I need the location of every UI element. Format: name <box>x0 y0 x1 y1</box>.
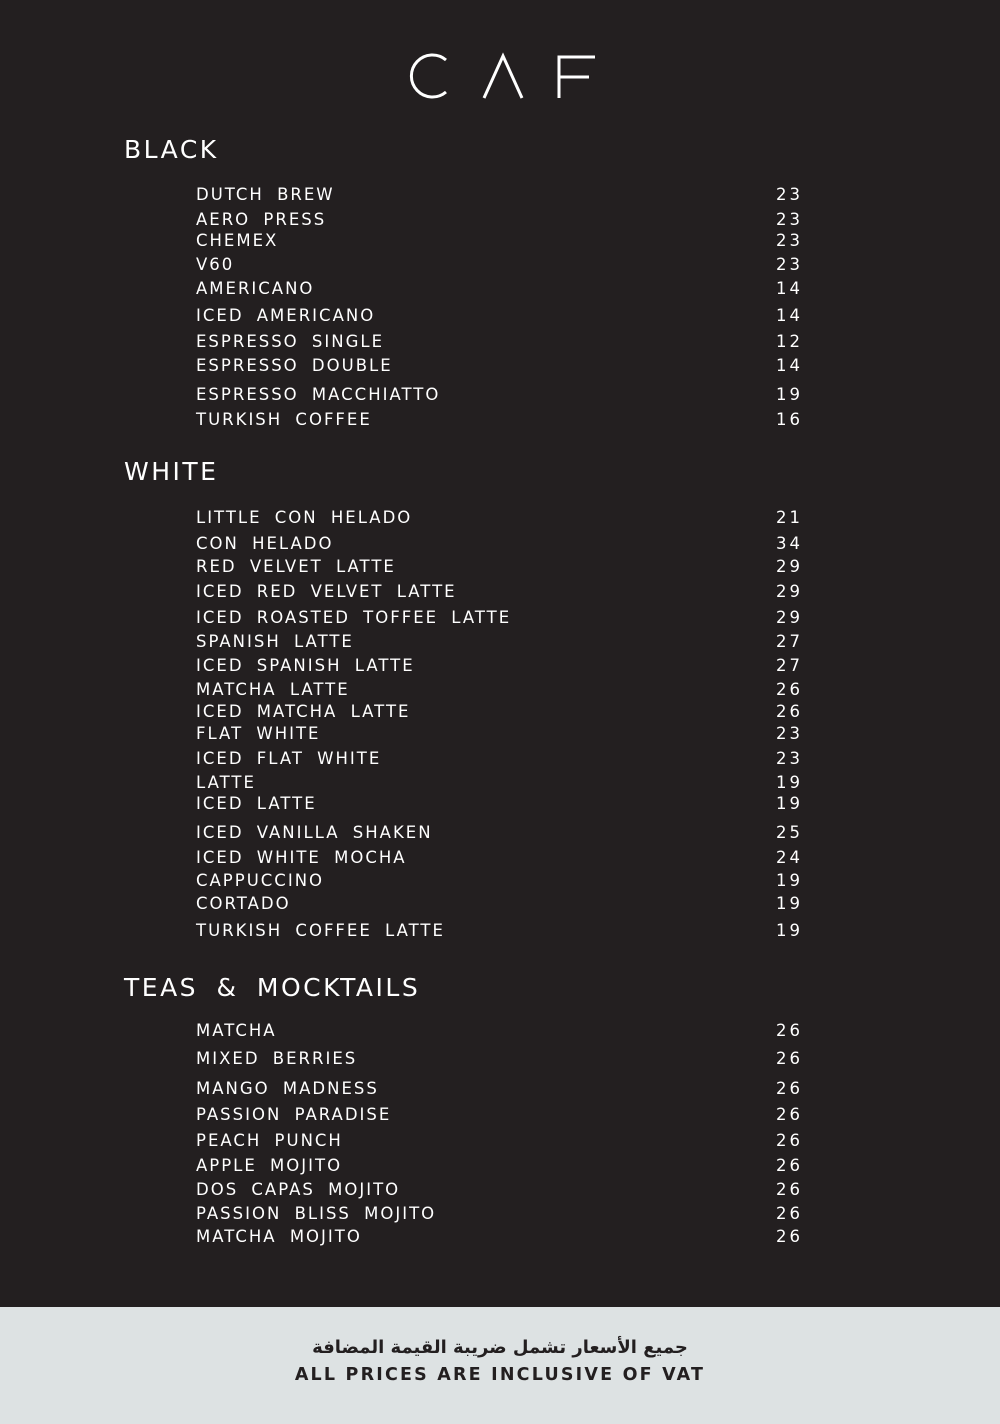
item-name: ICED LATTE <box>196 794 317 813</box>
vat-note-arabic: جميع الأسعار تشمل ضريبة القيمة المضافة <box>312 1337 688 1358</box>
menu-item <box>196 556 803 578</box>
item-name: AMERICANO <box>196 279 315 298</box>
item-price: 29 <box>776 608 803 627</box>
menu-item <box>196 355 803 377</box>
item-name: DOS CAPAS MOJITO <box>196 1180 401 1199</box>
menu-item <box>196 409 803 431</box>
item-price: 23 <box>776 231 803 250</box>
item-name: CAPPUCCINO <box>196 871 325 890</box>
menu-item <box>196 870 803 892</box>
menu-item <box>196 679 803 701</box>
section-title: WHITE <box>124 457 219 486</box>
menu-item <box>196 533 803 555</box>
menu-item <box>196 1155 803 1177</box>
item-name: ICED SPANISH LATTE <box>196 656 415 675</box>
item-name: TURKISH COFFEE LATTE <box>196 921 445 940</box>
item-price: 25 <box>776 823 803 842</box>
menu-item <box>196 278 803 300</box>
item-price: 26 <box>776 1204 803 1223</box>
menu-item <box>196 1020 803 1042</box>
item-name: ICED MATCHA LATTE <box>196 702 411 721</box>
item-name: ESPRESSO DOUBLE <box>196 356 393 375</box>
item-price: 24 <box>776 848 803 867</box>
item-price: 26 <box>776 1156 803 1175</box>
item-price: 26 <box>776 680 803 699</box>
menu-item <box>196 1203 803 1225</box>
item-name: PEACH PUNCH <box>196 1131 343 1150</box>
item-name: CON HELADO <box>196 534 334 553</box>
item-name: FLAT WHITE <box>196 724 321 743</box>
item-name: ICED VANILLA SHAKEN <box>196 823 433 842</box>
item-name: LATTE <box>196 773 256 792</box>
item-price: 21 <box>776 508 803 527</box>
item-price: 23 <box>776 255 803 274</box>
item-price: 14 <box>776 356 803 375</box>
item-name: ICED ROASTED TOFFEE LATTE <box>196 608 512 627</box>
item-name: ICED WHITE MOCHA <box>196 848 407 867</box>
item-price: 34 <box>776 534 803 553</box>
item-name: TURKISH COFFEE <box>196 410 372 429</box>
item-name: MATCHA LATTE <box>196 680 350 699</box>
menu-item <box>196 184 803 206</box>
item-name: MIXED BERRIES <box>196 1049 358 1068</box>
item-price: 16 <box>776 410 803 429</box>
vat-note-english: ALL PRICES ARE INCLUSIVE OF VAT <box>294 1365 706 1385</box>
item-price: 23 <box>776 185 803 204</box>
item-name: AERO PRESS <box>196 210 327 229</box>
menu-item <box>196 331 803 353</box>
item-price: 19 <box>776 921 803 940</box>
item-name: PASSION PARADISE <box>196 1105 392 1124</box>
item-price: 19 <box>776 894 803 913</box>
menu-item <box>196 772 803 794</box>
menu-item <box>196 507 803 529</box>
section-title: TEAS & MOCKTAILS <box>124 973 421 1002</box>
menu-item <box>196 1104 803 1126</box>
item-name: CHEMEX <box>196 231 279 250</box>
item-price: 19 <box>776 871 803 890</box>
item-name: MATCHA MOJITO <box>196 1227 362 1246</box>
item-price: 23 <box>776 210 803 229</box>
menu-item <box>196 1048 803 1070</box>
caf-logo-icon <box>400 52 600 100</box>
menu-item <box>196 655 803 677</box>
item-price: 26 <box>776 702 803 721</box>
item-name: RED VELVET LATTE <box>196 557 396 576</box>
menu-item <box>196 893 803 915</box>
item-name: DUTCH BREW <box>196 185 335 204</box>
item-name: LITTLE CON HELADO <box>196 508 413 527</box>
item-name: MATCHA <box>196 1021 277 1040</box>
item-price: 26 <box>776 1227 803 1246</box>
item-name: ESPRESSO MACCHIATTO <box>196 385 441 404</box>
item-name: PASSION BLISS MOJITO <box>196 1204 437 1223</box>
section-title: BLACK <box>124 135 219 164</box>
item-price: 27 <box>776 656 803 675</box>
item-price: 26 <box>776 1079 803 1098</box>
menu-item <box>196 701 803 723</box>
item-price: 23 <box>776 749 803 768</box>
menu-item <box>196 847 803 869</box>
item-price: 27 <box>776 632 803 651</box>
item-price: 26 <box>776 1105 803 1124</box>
item-name: SPANISH LATTE <box>196 632 354 651</box>
menu-item <box>196 581 803 603</box>
menu-item <box>196 209 803 231</box>
menu-item <box>196 1179 803 1201</box>
item-price: 12 <box>776 332 803 351</box>
item-price: 19 <box>776 794 803 813</box>
brand-logo <box>0 52 1000 100</box>
item-price: 26 <box>776 1180 803 1199</box>
item-name: APPLE MOJITO <box>196 1156 343 1175</box>
menu-item <box>196 1130 803 1152</box>
vat-footer <box>0 1307 1000 1424</box>
menu-item <box>196 793 803 815</box>
menu-item <box>196 230 803 252</box>
item-name: ESPRESSO SINGLE <box>196 332 385 351</box>
menu-item <box>196 920 803 942</box>
menu-item <box>196 254 803 276</box>
item-price: 14 <box>776 279 803 298</box>
menu-item <box>196 607 803 629</box>
menu-item <box>196 723 803 745</box>
item-name: ICED FLAT WHITE <box>196 749 382 768</box>
item-price: 26 <box>776 1049 803 1068</box>
menu-item <box>196 631 803 653</box>
menu-item <box>196 748 803 770</box>
item-name: ICED RED VELVET LATTE <box>196 582 457 601</box>
item-price: 14 <box>776 306 803 325</box>
item-name: V60 <box>196 255 235 274</box>
item-name: CORTADO <box>196 894 291 913</box>
menu-item <box>196 822 803 844</box>
menu-item <box>196 384 803 406</box>
item-price: 26 <box>776 1021 803 1040</box>
item-price: 29 <box>776 557 803 576</box>
item-price: 19 <box>776 773 803 792</box>
item-price: 23 <box>776 724 803 743</box>
item-name: MANGO MADNESS <box>196 1079 379 1098</box>
item-name: ICED AMERICANO <box>196 306 376 325</box>
menu-item <box>196 1078 803 1100</box>
menu-item <box>196 1226 803 1248</box>
item-price: 29 <box>776 582 803 601</box>
item-price: 19 <box>776 385 803 404</box>
item-price: 26 <box>776 1131 803 1150</box>
menu-item <box>196 305 803 327</box>
